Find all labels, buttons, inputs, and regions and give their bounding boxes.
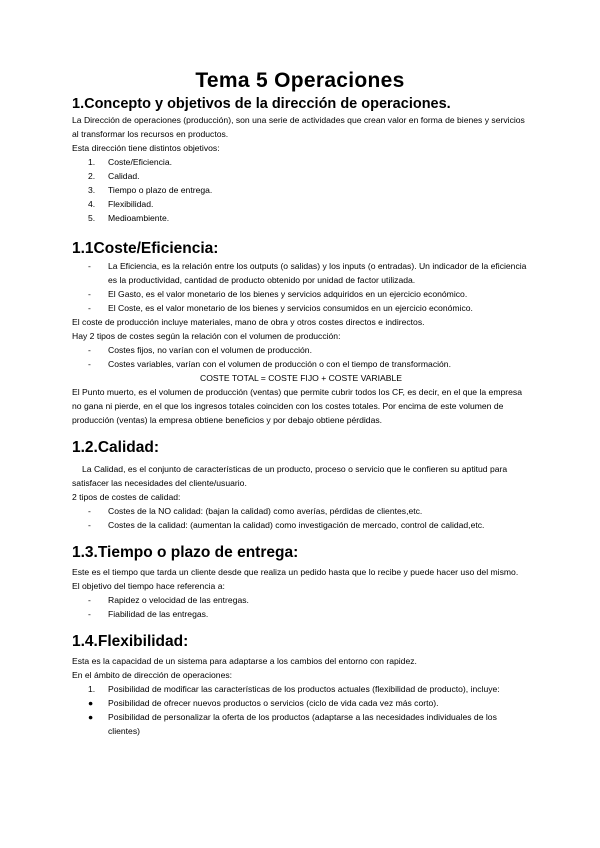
list-item-text: Medioambiente. xyxy=(108,213,170,223)
cost-types-intro: Hay 2 tipos de costes según la relación con el volumen de producción: xyxy=(72,331,341,341)
list-item xyxy=(0,183,600,197)
list-marker: - xyxy=(88,595,91,605)
list-item-text: Posibilidad de personalizar la oferta de los productos (adaptarse a las necesidades individuales de los clientes) xyxy=(108,712,497,736)
bullet-icon: ● xyxy=(88,698,94,708)
list-item-text: Posibilidad de ofrecer nuevos productos o servicios (ciclo de vida cada vez más corto). xyxy=(108,698,439,708)
section-1-3-heading: 1.3.Tiempo o plazo de entrega: xyxy=(72,544,299,561)
list-item xyxy=(0,287,600,301)
list-item-text: Tiempo o plazo de entrega. xyxy=(108,185,213,195)
list-item xyxy=(0,343,600,357)
list-marker: - xyxy=(88,359,91,369)
list-item-text: Costes de la calidad: (aumentan la calidad) como investigación de mercado, control de calidad,etc. xyxy=(108,520,485,530)
break-even-text: El Punto muerto, es el volumen de producción (ventas) que permite cubrir todos los CF, es decir, en el que la empresa no gana ni pierde, en el que los ingresos totales coinciden con los costes totales. Por encima de este volumen de producción (ventas) la empresa obtiene beneficios y por debajo obtiene pérdidas. xyxy=(72,387,522,425)
production-cost-text: El coste de producción incluye materiales, mano de obra y otros costes directos e indirectos. xyxy=(72,317,425,327)
list-marker: 5. xyxy=(88,213,96,223)
quality-definition: La Calidad, es el conjunto de características de un producto, proceso o servicio que le confieren su aptitud para satisfacer las necesidades del cliente/usuario. xyxy=(72,464,508,488)
total-cost-formula: COSTE TOTAL = COSTE FIJO + COSTE VARIABLE xyxy=(199,373,402,383)
quality-costs-intro: 2 tipos de costes de calidad: xyxy=(72,492,181,502)
efficiency-bullets xyxy=(0,259,600,315)
section-1-1-heading: 1.1Coste/Eficiencia: xyxy=(72,240,219,257)
list-item xyxy=(0,518,600,532)
delivery-time-definition: Este es el tiempo que tarda un cliente desde que realiza un pedido hasta que lo recibe y puede hacer uso del mismo. xyxy=(72,567,519,577)
list-marker: - xyxy=(88,506,91,516)
list-item xyxy=(0,211,600,225)
list-marker: 2. xyxy=(88,171,96,181)
list-item xyxy=(0,682,600,696)
delivery-list xyxy=(0,593,600,621)
bullet-icon: ● xyxy=(88,712,94,722)
flexibility-scope-intro: En el ámbito de dirección de operaciones: xyxy=(72,670,233,680)
section-1-4-heading: 1.4.Flexibilidad: xyxy=(72,633,189,650)
list-item xyxy=(0,504,600,518)
list-item-text: El Coste, es el valor monetario de los bienes y servicios consumidos en un ejercicio económico. xyxy=(108,303,473,313)
list-item-text: Calidad. xyxy=(108,171,140,181)
list-item-text: Posibilidad de modificar las características de los productos actuales (flexibilidad de producto), incluye: xyxy=(108,684,500,694)
list-item-text: La Eficiencia, es la relación entre los outputs (o salidas) y los inputs (o entradas). Un indicador de la eficiencia es la productividad, cantidad de producto obtenido por unidad de factor utilizada. xyxy=(108,261,527,285)
list-item xyxy=(0,710,600,738)
flexibility-definition: Esta es la capacidad de un sistema para adaptarse a los cambios del entorno con rapidez. xyxy=(72,656,417,666)
list-marker: 1. xyxy=(88,157,96,167)
list-marker: - xyxy=(88,609,91,619)
delivery-objective-intro: El objetivo del tiempo hace referencia a: xyxy=(72,581,225,591)
list-item xyxy=(0,593,600,607)
list-item-text: Fiabilidad de las entregas. xyxy=(108,609,209,619)
list-item-text: Costes variables, varían con el volumen de producción o con el tiempo de transformación. xyxy=(108,359,451,369)
list-item-text: Costes fijos, no varían con el volumen de producción. xyxy=(108,345,312,355)
list-marker: - xyxy=(88,345,91,355)
list-marker: - xyxy=(88,261,91,271)
objectives-list xyxy=(0,155,600,225)
list-item-text: El Gasto, es el valor monetario de los bienes y servicios adquiridos en un ejercicio económico. xyxy=(108,289,468,299)
list-item xyxy=(0,696,600,710)
section-1-objectives-intro: Esta dirección tiene distintos objetivos: xyxy=(72,143,220,153)
list-item-text: Flexibilidad. xyxy=(108,199,154,209)
flexibility-list xyxy=(0,682,600,738)
list-item xyxy=(0,197,600,211)
page-title: Tema 5 Operaciones xyxy=(195,69,405,92)
list-item xyxy=(0,357,600,371)
list-marker: 3. xyxy=(88,185,96,195)
list-item xyxy=(0,301,600,315)
list-item xyxy=(0,155,600,169)
list-item xyxy=(0,607,600,621)
list-marker: - xyxy=(88,520,91,530)
list-item-text: Coste/Eficiencia. xyxy=(108,157,173,167)
list-marker: - xyxy=(88,303,91,313)
section-1-heading: 1.Concepto y objetivos de la dirección de operaciones. xyxy=(72,96,451,112)
list-item-text: Rapidez o velocidad de las entregas. xyxy=(108,595,249,605)
list-marker: 1. xyxy=(88,684,96,694)
cost-types-list xyxy=(0,343,600,371)
list-marker: - xyxy=(88,289,91,299)
list-item-text: Costes de la NO calidad: (bajan la calidad) como averías, pérdidas de clientes,etc. xyxy=(108,506,423,516)
quality-costs-list xyxy=(0,504,600,532)
list-item xyxy=(0,259,600,287)
list-item xyxy=(0,169,600,183)
section-1-2-heading: 1.2.Calidad: xyxy=(72,439,159,456)
section-1-intro: La Dirección de operaciones (producción), son una serie de actividades que crean valor en forma de bienes y servicios al transformar los recursos en productos. xyxy=(72,115,525,139)
list-marker: 4. xyxy=(88,199,96,209)
